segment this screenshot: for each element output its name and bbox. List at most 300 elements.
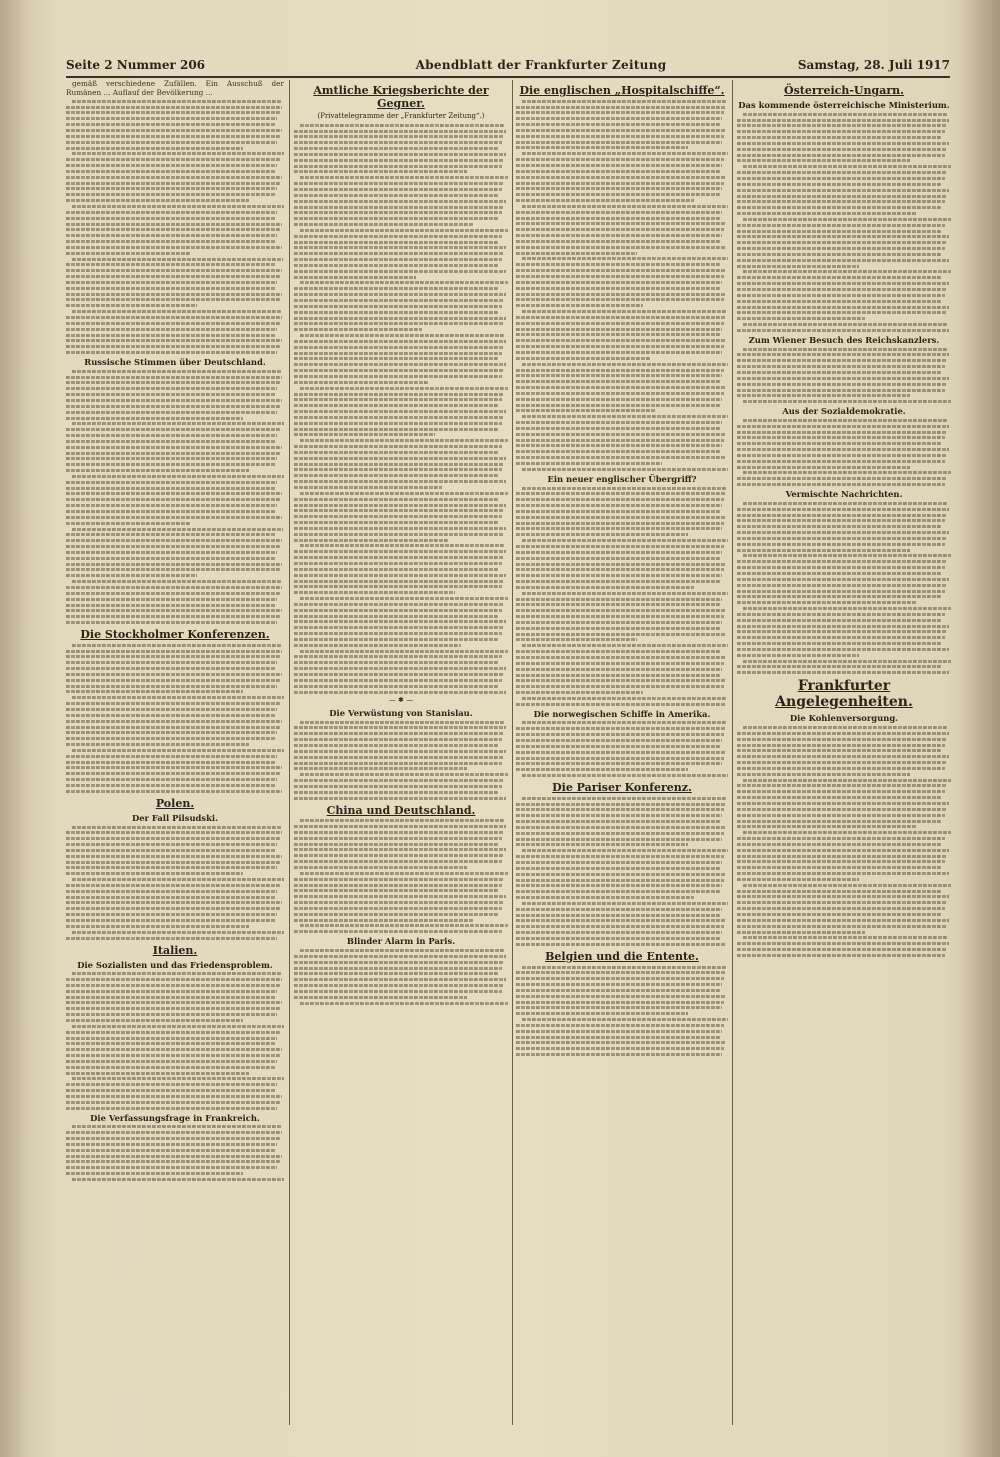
text-line [294,363,506,366]
text-line [66,679,280,682]
text-line [300,721,505,724]
text-line [294,410,506,413]
text-line [66,281,277,284]
text-line [737,353,949,356]
article-body [66,644,284,793]
text-line [737,454,947,457]
text-line [294,626,504,629]
text-line [516,843,688,846]
text-line [516,176,726,179]
text-line [743,502,948,505]
text-line [737,796,942,799]
text-line [737,288,947,291]
text-line [737,919,949,922]
text-line [66,1089,275,1092]
text-line [294,884,502,887]
text-line [294,913,499,916]
text-line [516,170,720,173]
text-line [516,557,720,560]
article-body [294,124,508,694]
text-line [294,498,499,501]
text-line [743,660,951,663]
text-line [300,387,508,390]
text-line [294,679,502,682]
text-line [66,592,280,595]
section-heading: Die Verfassungsfrage in Frankreich. [90,1112,260,1123]
text-line [522,539,728,542]
text-line [737,159,910,162]
text-line [516,263,720,266]
text-line [737,837,945,840]
text-line [66,1042,275,1045]
text-line [516,603,720,606]
text-line [516,943,726,946]
text-line [516,908,722,911]
text-line [516,123,720,126]
section-heading: Italien. [152,943,198,957]
text-line [737,377,949,380]
text-line [66,761,275,764]
text-line [743,270,951,273]
text-line [737,636,945,639]
text-line [516,211,722,214]
text-line [66,563,282,566]
section-heading: Blinder Alarm in Paris. [346,936,456,947]
article-body [66,826,284,940]
text-line [66,176,282,179]
text-line [294,907,502,910]
text-line [743,936,948,939]
text-line [66,1095,282,1098]
text-line [737,525,942,528]
text-line [294,527,506,530]
text-line [294,901,504,904]
text-line [66,1066,275,1069]
text-line [516,158,724,161]
text-line [737,732,949,735]
text-line [300,439,508,442]
text-line [66,609,282,612]
text-line [66,884,280,887]
article-body [516,966,728,1057]
text-line [66,855,282,858]
text-line [516,615,724,618]
text-line [294,919,474,922]
text-line [737,872,949,875]
text-line [66,866,277,869]
text-line [294,480,506,483]
text-line [66,428,280,431]
text-line [516,674,720,677]
text-line [516,287,720,290]
text-line [300,924,508,927]
text-line [516,890,720,893]
text-line [737,206,942,209]
text-line [516,574,722,577]
text-line [66,673,282,676]
text-line [66,381,280,384]
text-line [737,802,949,805]
text-line [294,468,502,471]
text-line [516,187,722,190]
text-line [743,348,948,351]
text-line [516,456,726,459]
text-line [294,972,499,975]
text-line [743,400,951,403]
text-line [516,351,722,354]
text-line [66,298,280,301]
text-line [294,585,502,588]
article-body [516,797,728,946]
text-line [294,533,504,536]
text-line [294,235,502,238]
section-subheading: Der Fall Pilsudski. [131,812,219,823]
text-line [516,328,722,331]
text-line [516,733,724,736]
text-line [66,1072,249,1075]
text-line [66,978,282,981]
text-line [66,269,282,272]
text-line [66,1060,277,1063]
text-line [66,925,249,928]
section-heading: Die Verwüstung von Stanislau. [329,707,473,718]
text-line [522,797,726,800]
text-line [737,665,942,668]
text-line [72,422,284,425]
text-line [737,477,947,480]
text-line [294,574,506,577]
text-line [66,345,280,348]
text-line [737,767,945,770]
text-line [294,463,504,466]
text-line [737,549,910,552]
text-line [516,117,722,120]
text-line [737,224,945,227]
text-line [294,135,504,138]
text-line [66,510,275,513]
text-line [294,393,504,396]
text-line [516,814,722,817]
text-line [516,246,726,249]
text-line [66,574,197,577]
masthead [66,58,950,78]
text-line [294,305,502,308]
text-line [294,299,504,302]
text-line [294,445,502,448]
text-line [66,446,282,449]
text-line [66,1007,280,1010]
text-line [737,572,942,575]
text-line [516,380,720,383]
text-line [294,860,502,863]
text-line [516,627,720,630]
text-line [522,487,726,490]
text-line [66,246,282,249]
text-line [294,200,506,203]
text-line [737,394,910,397]
text-line [516,739,722,742]
text-line [516,995,726,998]
text-line [300,872,508,875]
text-line [516,199,694,202]
text-line [294,638,499,641]
text-line [743,419,948,422]
section-heading: Russische Stimmen über Deutschland. [84,357,266,368]
separator: — ✱ — [388,696,414,705]
text-line [66,387,277,390]
text-line [516,333,720,336]
text-line [737,519,945,522]
text-line [66,557,275,560]
text-line [72,152,284,155]
text-line [737,212,917,215]
column-1 [66,80,284,1425]
text-line [737,907,945,910]
text-line [294,474,499,477]
text-line [516,217,720,220]
text-line [516,439,724,442]
text-line [294,603,504,606]
text-line [737,460,945,463]
text-line [72,878,284,881]
text-line [294,241,499,244]
text-line [66,211,277,214]
text-line [737,954,945,957]
text-line [66,1172,243,1175]
text-line [516,345,724,348]
text-line [66,586,282,589]
text-line [516,492,726,495]
text-line [522,1018,728,1021]
text-line [516,896,694,899]
text-line [66,399,282,402]
text-line [737,442,942,445]
text-line [743,113,948,116]
text-line [294,317,506,320]
text-line [294,381,429,384]
text-line [66,708,277,711]
text-line [737,306,949,309]
text-line [66,293,282,296]
text-line [300,650,508,653]
text-line [737,849,949,852]
text-line [737,383,947,386]
text-line [66,182,280,185]
text-line [294,831,504,834]
text-line [294,457,506,460]
issue-date: Samstag, 28. Juli 1917 [797,58,950,72]
section-heading: Belgien und die Entente. [545,949,699,963]
text-line [72,100,281,103]
article-body [737,113,951,332]
text-line [294,990,502,993]
text-line [516,316,726,319]
text-line [294,416,504,419]
section-heading: Zum Wiener Besuch des Reichskanzlers. [748,334,940,345]
text-line [516,322,724,325]
text-line [294,252,504,255]
text-line [294,539,448,542]
text-line [66,522,190,525]
text-line [66,755,277,758]
text-line [294,404,499,407]
text-line [516,884,722,887]
text-line [66,1054,280,1057]
text-line [294,165,502,168]
text-line [66,516,282,519]
article-body [737,419,951,486]
text-line [294,515,502,518]
text-line [522,205,728,208]
text-line [737,371,942,374]
text-line [72,258,283,261]
text-line [66,990,277,993]
text-line [294,615,499,618]
text-line [66,714,275,717]
text-line [294,843,499,846]
text-line [516,867,720,870]
text-line [66,743,249,746]
column-2 [294,80,508,1425]
text-line [516,398,722,401]
text-line [66,1048,282,1051]
text-line [737,195,947,198]
text-line [516,1024,724,1027]
text-line [72,696,284,699]
text-line [516,633,726,636]
text-line [516,522,724,525]
text-line [737,247,945,250]
text-line [294,620,506,623]
article-text: gemäß verschiedene Zufällen. Ein Ausschuß der Rumänen ... Auflauf der Bevölkerung ... [66,80,284,97]
text-line [737,241,947,244]
text-line [516,135,724,138]
text-line [66,328,277,331]
text-line [737,744,945,747]
text-line [516,222,726,225]
text-line [516,462,662,465]
text-line [300,597,508,600]
text-line [294,141,502,144]
text-line [737,317,865,320]
text-line [516,1041,726,1044]
text-line [294,398,502,401]
text-line [294,895,506,898]
text-line [66,901,282,904]
text-line [516,182,724,185]
text-line [516,275,724,278]
text-line [66,790,282,793]
text-line [66,621,277,624]
text-line [516,386,726,389]
text-line [737,948,947,951]
text-line [294,504,506,507]
text-line [516,193,720,196]
text-line [294,293,506,296]
text-line [66,316,282,319]
text-line [516,914,720,917]
text-line [522,257,728,260]
text-line [294,153,506,156]
text-line [66,919,275,922]
section-heading: Die Pariser Konferenz. [552,781,692,795]
text-line [300,949,505,952]
text-line [737,866,942,869]
text-line [66,1131,282,1134]
text-line [516,404,720,407]
text-line [516,727,726,730]
text-line [516,141,722,144]
text-line [294,580,504,583]
text-line [66,351,277,354]
text-line [737,235,949,238]
text-line [294,791,499,794]
text-line [66,469,249,472]
text-line [294,655,502,658]
text-line [737,625,949,628]
section-heading: Amtliche Kriegsberichte der Gegner. [313,84,489,110]
text-line [300,281,508,284]
text-line [66,504,277,507]
text-line [66,170,275,173]
text-line [516,685,724,688]
text-line [737,466,910,469]
text-line [743,726,948,729]
text-line [294,422,502,425]
text-line [294,744,499,747]
section-subheading: Das kommende österreichische Ministerium. [738,100,950,110]
column-3 [516,80,728,1425]
text-line [516,820,720,823]
text-line [294,756,504,759]
section-heading: Die Stockholmer Konferenzen. [80,628,270,642]
text-line [66,772,280,775]
text-line [516,298,724,301]
text-line [516,516,726,519]
text-line [516,433,726,436]
section-heading: Die englischen „Hospitalschiffe“. [519,84,725,97]
text-line [294,930,502,933]
text-line [66,252,190,255]
text-line [516,662,724,665]
text-line [737,154,945,157]
article-body [66,972,284,1109]
text-line [66,913,277,916]
text-line [294,509,504,512]
text-line [737,148,947,151]
text-line [743,607,951,610]
text-line [516,826,726,829]
text-line [66,193,275,196]
text-line [737,613,945,616]
section-heading: Vermischte Nachrichten. [785,489,903,500]
text-line [66,615,280,618]
text-line [516,832,724,835]
text-line [66,141,277,144]
text-line [516,679,726,682]
text-line [737,878,859,881]
text-line [516,586,694,589]
text-line [294,223,474,226]
text-line [516,563,726,566]
text-line [737,942,949,945]
text-line [522,697,726,700]
text-line [737,514,947,517]
text-line [737,329,949,332]
text-line [516,357,650,360]
text-line [737,259,949,262]
text-line [737,790,945,793]
